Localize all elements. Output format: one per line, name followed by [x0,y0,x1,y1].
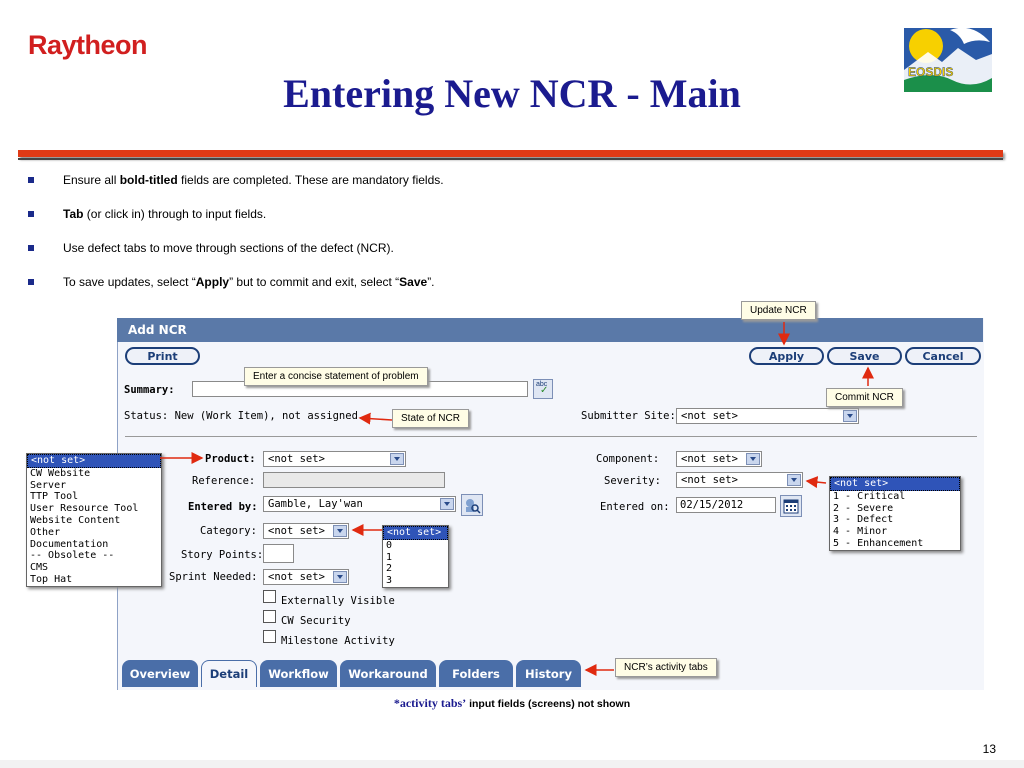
page-number: 13 [982,742,996,756]
product-select[interactable]: <not set> [263,451,406,467]
component-label: Component: [596,453,660,465]
list-item[interactable]: 0 [386,539,393,551]
panel-header: Add NCR [117,318,983,342]
cancel-button[interactable]: Cancel [905,347,981,365]
tab-history[interactable]: History [516,660,581,687]
footnote: *activity tabs’ input fields (screens) not shown [393,696,631,710]
category-select[interactable]: <not set> [263,523,349,539]
bullet-item: Use defect tabs to move through sections of the defect (NCR). [28,241,394,255]
arrow-state [360,418,392,420]
list-item[interactable]: 1 [386,551,393,563]
list-item[interactable]: TTP Tool [30,491,79,503]
list-item[interactable]: Server [30,479,67,491]
slide-title: Entering New NCR - Main [283,71,741,116]
reference-label: Reference: [192,475,256,487]
list-item[interactable]: Website Content [30,514,121,526]
list-item[interactable]: CW Website [30,467,91,479]
activity-tabs-callout: NCR’s activity tabs [615,658,717,677]
sprint-needed-label: Sprint Needed: [169,571,258,583]
list-item[interactable]: Other [30,526,61,538]
raytheon-logo: Raytheon [28,30,148,60]
list-item[interactable]: 4 - Minor [833,526,888,538]
entered-on-input[interactable]: 02/15/2012 [676,497,776,513]
list-item[interactable]: Documentation [30,538,109,550]
submitter-site-select[interactable]: <not set> [676,408,859,424]
tab-detail[interactable]: Detail [201,660,257,687]
tab-workaround[interactable]: Workaround [340,660,436,687]
severity-label: Severity: [604,475,661,487]
entered-on-label: Entered on: [600,501,670,513]
commit-ncr-callout: Commit NCR [826,388,903,407]
list-item[interactable]: 1 - Critical [833,490,906,502]
list-item[interactable]: <not set> [27,454,161,468]
list-item[interactable]: 2 [386,563,393,575]
checkbox-label: Milestone Activity [281,635,395,647]
submitter-site-label: Submitter Site: [581,410,676,422]
product-label: Product: [205,453,256,465]
summary-callout: Enter a concise statement of problem [244,367,428,386]
entered-by-select[interactable]: Gamble, Lay'wan [263,496,456,512]
list-item[interactable]: 3 [386,575,393,587]
print-button[interactable]: Print [125,347,200,365]
footer-bar [0,760,1024,768]
sprint-needed-select[interactable]: <not set> [263,569,349,585]
list-item[interactable]: <not set> [830,477,960,491]
story-points-label: Story Points: [181,549,264,561]
bullet-item: Tab (or click in) through to input fields. [28,207,266,221]
checkbox-label: Externally Visible [281,595,395,607]
svg-text:EOSDIS: EOSDIS [908,65,954,79]
tab-overview[interactable]: Overview [122,660,198,687]
checkbox-label: CW Security [281,615,351,627]
category-label: Category: [200,525,257,537]
list-item[interactable]: User Resource Tool [30,503,139,515]
state-callout: State of NCR [392,409,469,428]
arrow-severity [807,481,826,483]
bullet-item: Ensure all bold-titled fields are completed. These are mandatory fields. [28,173,444,187]
tab-folders[interactable]: Folders [439,660,513,687]
severity-select[interactable]: <not set> [676,472,803,488]
tab-workflow[interactable]: Workflow [260,660,337,687]
list-item[interactable]: 3 - Defect [833,514,894,526]
list-item[interactable]: CMS [30,562,49,574]
list-item[interactable]: 2 - Severe [833,502,894,514]
list-item[interactable]: 5 - Enhancement [833,537,924,549]
component-select[interactable]: <not set> [676,451,762,467]
spellcheck-icon[interactable]: abc ✓ [533,379,553,399]
apply-button[interactable]: Apply [749,347,824,365]
ncr-status-text: Status: New (Work Item), not assigned [124,410,358,422]
list-item[interactable]: <not set> [383,526,448,540]
list-item[interactable]: -- Obsolete -- [30,550,115,562]
summary-label: Summary: [124,384,175,396]
update-ncr-callout: Update NCR [741,301,816,320]
entered-by-label: Entered by: [188,501,258,513]
bullet-item: To save updates, select “Apply” but to commit and exit, select “Save”. [28,275,435,289]
list-item[interactable]: Top Hat [30,573,73,585]
save-button[interactable]: Save [827,347,902,365]
